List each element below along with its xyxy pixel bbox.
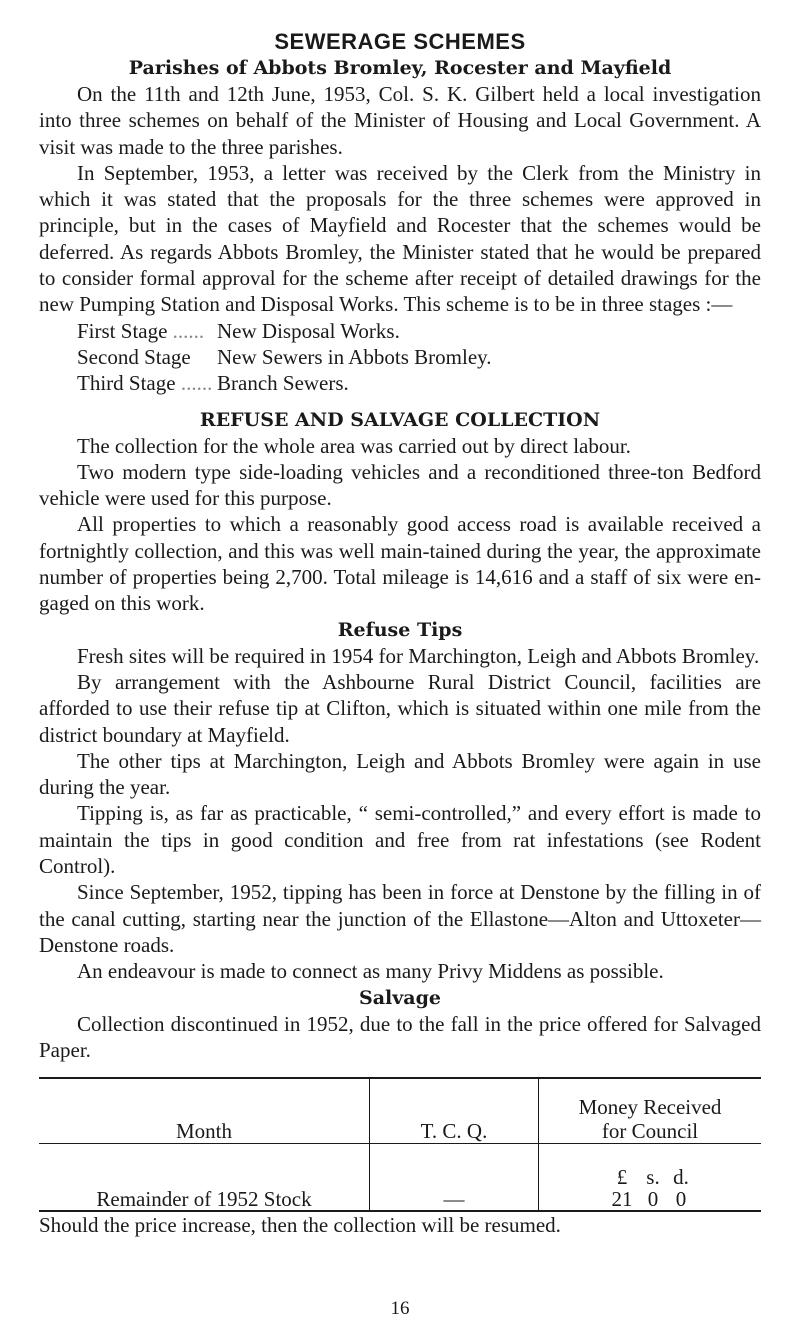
- header-month: Month: [175, 1119, 232, 1144]
- header-money-line-1: Money Received: [578, 1095, 722, 1120]
- salvage-paragraph-1: Collection discontinued in 1952, due to the fall in the price offered for Salvaged Paper.: [39, 1011, 761, 1062]
- cell-money: [539, 1144, 762, 1212]
- currency-units: [605, 1166, 695, 1188]
- stage-description: Branch Sewers.: [217, 371, 349, 396]
- amounts: [605, 1188, 695, 1210]
- salvage-table: [39, 1077, 761, 1212]
- stage-row-second: [39, 344, 761, 370]
- sewerage-heading: SEWERAGE SCHEMES: [274, 29, 526, 54]
- cell-month: Remainder of 1952 Stock: [96, 1187, 312, 1212]
- tips-paragraph-6: An endeavour is made to connect as many Privy Middens as possible.: [77, 959, 664, 984]
- stage-description: New Sewers in Abbots Bromley.: [217, 344, 492, 369]
- section-gap: [39, 397, 761, 407]
- refuse-tips-heading: Refuse Tips: [337, 618, 463, 641]
- text-column: [39, 28, 761, 1238]
- unit-shillings: s.: [646, 1165, 660, 1190]
- tips-paragraph-4: Tipping is, as far as practicable, “ semi-controlled,” and every effort is made to maintain the tips in good condition and free from rat infestations (see Rodent Control).: [39, 801, 761, 879]
- stage-row-first: [39, 318, 761, 344]
- tips-paragraph-5: Since September, 1952, tipping has been in force at Denstone by the filling in of the canal cutting, starting near the junction of the Ellastone—Alton and Uttoxeter—Denstone roads.: [39, 880, 761, 957]
- header-money-line-2: for Council: [601, 1119, 699, 1144]
- stage-row-third: [39, 370, 761, 396]
- page-number: 16: [390, 1298, 410, 1319]
- cell-tcq: —: [370, 1144, 539, 1212]
- tips-paragraph-3: The other tips at Marchington, Leigh and Abbots Bromley were again in use during the year.: [39, 748, 761, 800]
- stage-label: First Stage: [77, 318, 168, 343]
- stage-label: Second Stage: [77, 344, 191, 369]
- header-tcq: T. C. Q.: [370, 1078, 539, 1144]
- stage-leader: ......: [172, 318, 205, 343]
- refuse-paragraph-2: Two modern type side-loading vehicles and a reconditioned three-ton Bedford vehicle were used for this purpose.: [39, 459, 761, 511]
- sewerage-paragraph-2: In September, 1953, a letter was received by the Clerk from the Ministry in which it was stated that the proposals for the three schemes were approved in principle, but in the cases of Mayfield and Rocester that the schemes would be deferred. As regards Abbots Bromley, the Minister stated that he would be prepared to consider formal approval for the scheme after receipt of detailed drawings for the new Pumping Station and Disposal Works. This scheme is to be in three stages :—: [39, 160, 761, 317]
- parishes-subheading: Parishes of Abbots Bromley, Rocester and Mayfield: [128, 57, 672, 79]
- refuse-paragraph-3: All properties to which a reasonably good access road is available received a fortnightly collection, and this was well main-tained during the year, the approximate number of properties being 2,700. Total mileage is 14,616 and a staff of six were en-gaged on this work.: [39, 512, 761, 616]
- amount-pounds: 21: [611, 1187, 633, 1212]
- table-row: [39, 1144, 761, 1212]
- sewerage-paragraph-1: On the 11th and 12th June, 1953, Col. S. K. Gilbert held a local investigation into three schemes on behalf of the Minister of Housing and Local Government. A visit was made to the three parishes.: [39, 82, 761, 159]
- unit-pounds: £: [616, 1165, 628, 1190]
- tips-paragraph-2: By arrangement with the Ashbourne Rural District Council, facilities are afforded to use their refuse tip at Clifton, which is situated within one mile from the district boundary at Mayfield.: [39, 669, 761, 747]
- closing-sentence: Should the price increase, then the collection will be resumed.: [39, 1213, 561, 1238]
- stage-label: Third Stage: [77, 371, 176, 396]
- unit-pence: d.: [673, 1165, 689, 1190]
- tips-paragraph-1: Fresh sites will be required in 1954 for Marchington, Leigh and Abbots Bromley.: [77, 643, 760, 668]
- header-money: [539, 1078, 762, 1144]
- salvage-heading: Salvage: [359, 986, 441, 1009]
- amount-pence: 0: [675, 1187, 687, 1212]
- refuse-heading: REFUSE AND SALVAGE COLLECTION: [199, 408, 601, 431]
- refuse-paragraph-1: The collection for the whole area was carried out by direct labour.: [77, 433, 631, 458]
- stage-leader: ......: [180, 371, 213, 396]
- stage-description: New Disposal Works.: [217, 318, 400, 343]
- table-header-row: [39, 1078, 761, 1144]
- amount-shillings: 0: [647, 1187, 659, 1212]
